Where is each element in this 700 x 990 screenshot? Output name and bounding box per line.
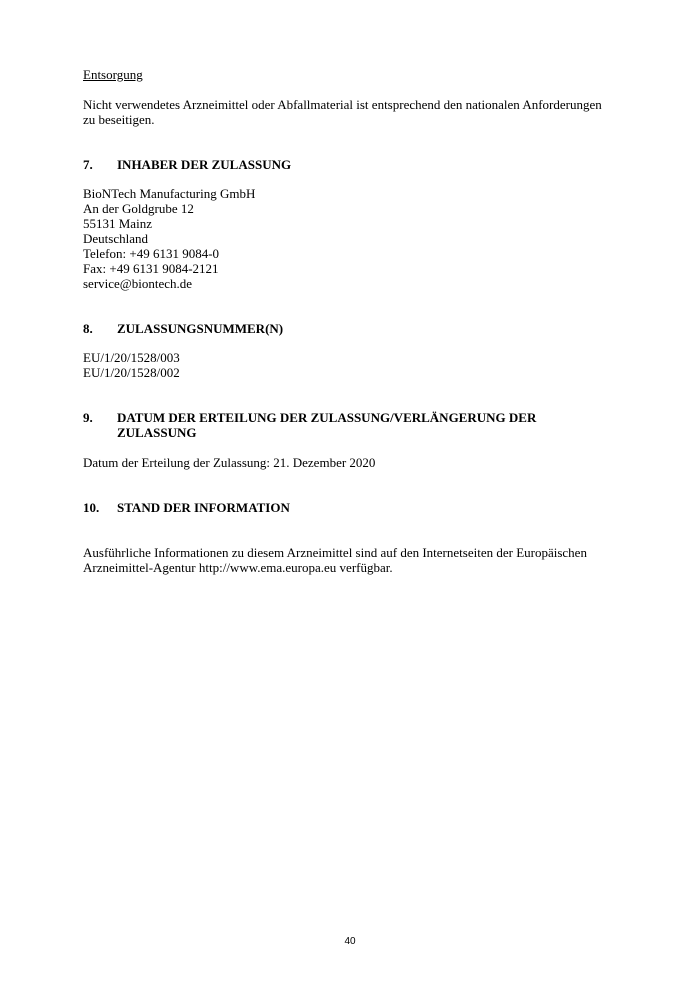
section-9-number: 9. (83, 410, 93, 425)
holder-street: An der Goldgrube 12 (83, 201, 194, 216)
section-8-number: 8. (83, 321, 93, 336)
section-9-title-line-1: DATUM DER ERTEILUNG DER ZULASSUNG/VERLÄNGERUNG DER (117, 410, 537, 425)
section-8-title: ZULASSUNGSNUMMER(N) (117, 321, 284, 336)
information-text-line-2: Arzneimittel-Agentur http://www.ema.europa.eu verfügbar. (83, 560, 393, 575)
section-10-number: 10. (83, 500, 100, 515)
page-number: 40 (344, 936, 356, 947)
marketing-authorisation-holder-address (83, 186, 623, 291)
information-text-line-1: Ausführliche Informationen zu diesem Arzneimittel sind auf den Internetseiten der Europäischen (83, 545, 587, 560)
section-9-title-line-2: ZULASSUNG (117, 425, 197, 440)
disposal-heading: Entsorgung (83, 67, 143, 82)
disposal-subheading (83, 67, 623, 82)
holder-postcode-city: 55131 Mainz (83, 216, 152, 231)
section-7-number: 7. (83, 157, 93, 172)
disposal-text-line-2: zu beseitigen. (83, 112, 155, 127)
authorisation-number-1: EU/1/20/1528/003 (83, 350, 180, 365)
holder-country: Deutschland (83, 231, 148, 246)
authorisation-date-paragraph (83, 455, 623, 470)
authorisation-date-text: Datum der Erteilung der Zulassung: 21. Dezember 2020 (83, 455, 376, 470)
holder-telephone: Telefon: +49 6131 9084-0 (83, 246, 220, 261)
authorisation-number-2: EU/1/20/1528/002 (83, 365, 180, 380)
holder-fax: Fax: +49 6131 9084-2121 (83, 261, 219, 276)
holder-email: service@biontech.de (83, 276, 193, 291)
holder-company-name: BioNTech Manufacturing GmbH (83, 186, 256, 201)
section-9-title (117, 410, 617, 440)
disposal-paragraph (83, 97, 623, 127)
section-10-title: STAND DER INFORMATION (117, 500, 290, 515)
disposal-text-line-1: Nicht verwendetes Arzneimittel oder Abfallmaterial ist entsprechend den nationalen Anforderungen (83, 97, 602, 112)
information-paragraph (83, 545, 623, 575)
authorisation-numbers (83, 350, 623, 380)
section-7-title: INHABER DER ZULASSUNG (117, 157, 292, 172)
